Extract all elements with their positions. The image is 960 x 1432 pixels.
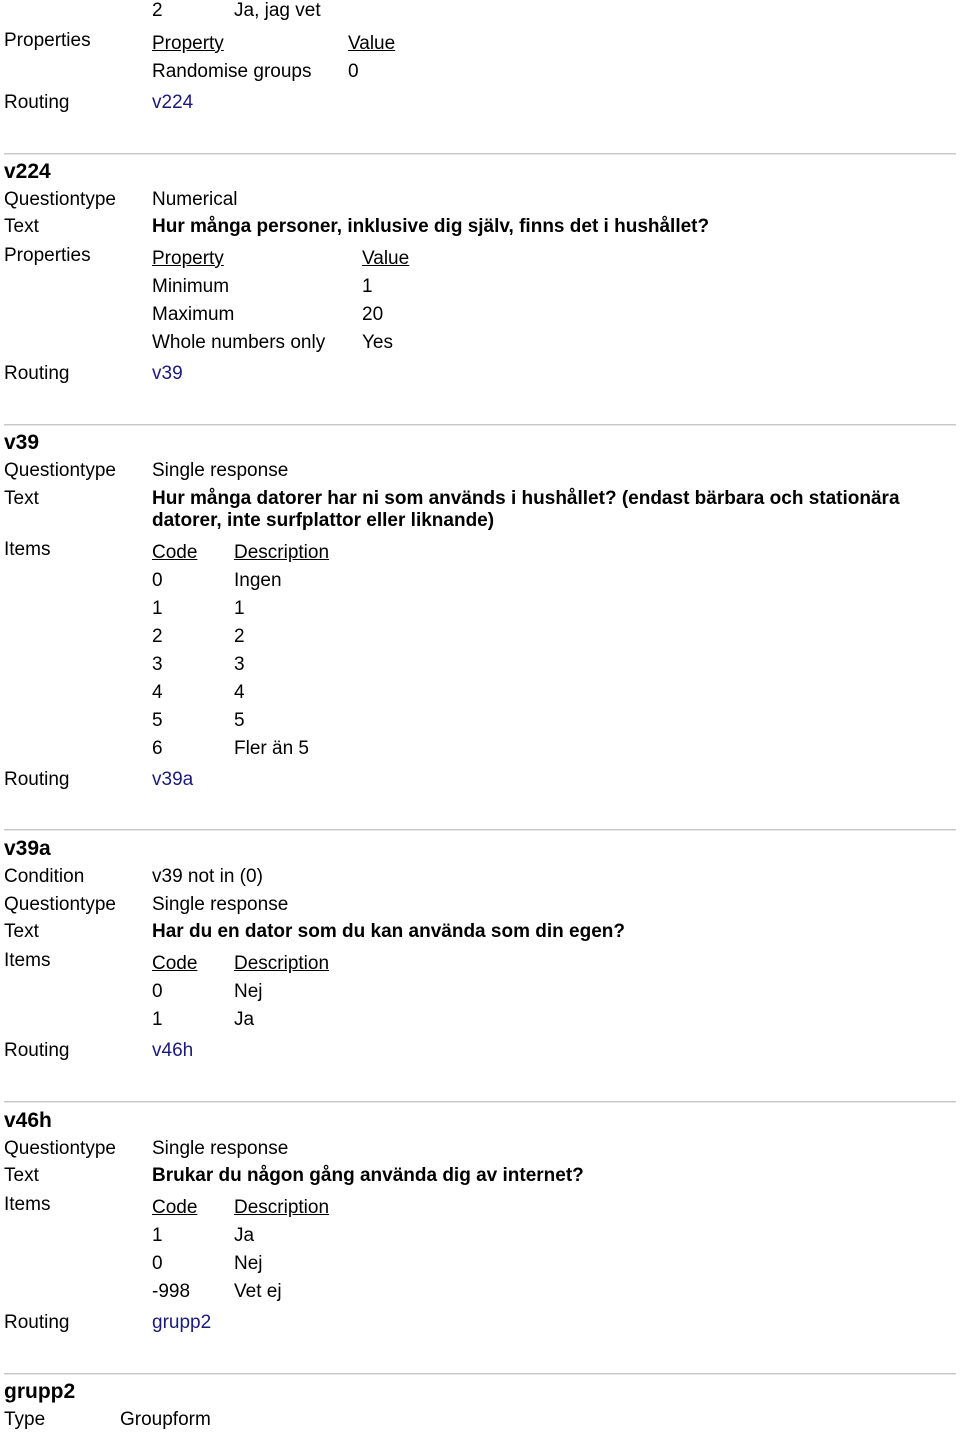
- item-description: Nej: [234, 1253, 263, 1274]
- question-id: v224: [4, 160, 51, 183]
- item-code: 1: [152, 598, 163, 619]
- questiontype-label: Questiontype: [4, 460, 116, 481]
- property-name: Randomise groups: [152, 61, 312, 82]
- item-description: Ja: [234, 1225, 255, 1246]
- property-header: Property: [152, 248, 224, 269]
- item-code: 0: [152, 1253, 163, 1274]
- property-header: Property: [152, 33, 224, 54]
- question-text: Hur många personer, inklusive dig själv, finns det i hushållet?: [152, 216, 710, 237]
- divider: [4, 1101, 956, 1103]
- items-label: Items: [4, 539, 51, 560]
- properties-label: Properties: [4, 30, 91, 51]
- question-id: v39a: [4, 837, 51, 860]
- property-name: Maximum: [152, 304, 235, 325]
- item-code: 2: [152, 0, 163, 21]
- routing-label: Routing: [4, 92, 70, 113]
- question-id: v39: [4, 431, 40, 454]
- question-text-continued: datorer, inte surfplattor eller liknande): [152, 510, 495, 531]
- routing-link[interactable]: v39a: [152, 769, 194, 790]
- item-code: 3: [152, 654, 163, 675]
- question-text: Brukar du någon gång använda dig av internet?: [152, 1165, 584, 1186]
- item-description: Ja: [234, 1009, 255, 1030]
- text-label: Text: [4, 1165, 39, 1186]
- routing-label: Routing: [4, 769, 70, 790]
- group-id: grupp2: [4, 1380, 76, 1403]
- item-description: 4: [234, 682, 245, 703]
- item-code: 2: [152, 626, 163, 647]
- question-text: Har du en dator som du kan använda som din egen?: [152, 921, 625, 942]
- code-header: Code: [152, 953, 198, 974]
- divider: [4, 829, 956, 831]
- routing-link[interactable]: grupp2: [152, 1312, 212, 1333]
- condition-value: v39 not in (0): [152, 866, 263, 887]
- text-label: Text: [4, 488, 39, 509]
- code-header: Code: [152, 1197, 198, 1218]
- value-header: Value: [348, 33, 396, 54]
- questiontype-value: Numerical: [152, 189, 238, 210]
- routing-link[interactable]: v39: [152, 363, 183, 384]
- item-code: 4: [152, 682, 163, 703]
- property-name: Whole numbers only: [152, 332, 326, 353]
- item-code: 1: [152, 1009, 163, 1030]
- item-code: 0: [152, 981, 163, 1002]
- routing-link[interactable]: v46h: [152, 1040, 194, 1061]
- divider: [4, 424, 956, 426]
- routing-label: Routing: [4, 363, 70, 384]
- condition-label: Condition: [4, 866, 85, 887]
- property-value: 1: [362, 276, 373, 297]
- question-id: v46h: [4, 1109, 52, 1132]
- item-description: 3: [234, 654, 245, 675]
- questiontype-value: Single response: [152, 460, 289, 481]
- property-value: 20: [362, 304, 384, 325]
- value-header: Value: [362, 248, 410, 269]
- items-label: Items: [4, 1194, 51, 1215]
- description-header: Description: [234, 1197, 330, 1218]
- type-value: Groupform: [120, 1409, 211, 1430]
- questiontype-value: Single response: [152, 894, 289, 915]
- property-value: Yes: [362, 332, 393, 353]
- item-description: 2: [234, 626, 245, 647]
- item-code: -998: [152, 1281, 191, 1302]
- code-header: Code: [152, 542, 198, 563]
- item-description: Vet ej: [234, 1281, 282, 1302]
- divider: [4, 153, 956, 155]
- description-header: Description: [234, 953, 330, 974]
- description-header: Description: [234, 542, 330, 563]
- questiontype-label: Questiontype: [4, 189, 116, 210]
- questiontype-value: Single response: [152, 1138, 289, 1159]
- divider: [4, 1373, 956, 1375]
- item-code: 5: [152, 710, 163, 731]
- item-code: 1: [152, 1225, 163, 1246]
- text-label: Text: [4, 921, 39, 942]
- question-text: Hur många datorer har ni som används i hushållet? (endast bärbara och stationära: [152, 488, 900, 509]
- property-value: 0: [348, 61, 359, 82]
- item-description: Ingen: [234, 570, 282, 591]
- item-code: 0: [152, 570, 163, 591]
- questiontype-label: Questiontype: [4, 1138, 116, 1159]
- questiontype-label: Questiontype: [4, 894, 116, 915]
- properties-label: Properties: [4, 245, 91, 266]
- item-description: Nej: [234, 981, 263, 1002]
- routing-label: Routing: [4, 1040, 70, 1061]
- text-label: Text: [4, 216, 39, 237]
- routing-label: Routing: [4, 1312, 70, 1333]
- routing-link[interactable]: v224: [152, 92, 194, 113]
- item-description: Fler än 5: [234, 738, 309, 759]
- item-description: 5: [234, 710, 245, 731]
- property-name: Minimum: [152, 276, 230, 297]
- item-description: Ja, jag vet: [234, 0, 321, 21]
- type-label: Type: [4, 1409, 46, 1430]
- item-code: 6: [152, 738, 163, 759]
- item-description: 1: [234, 598, 245, 619]
- items-label: Items: [4, 950, 51, 971]
